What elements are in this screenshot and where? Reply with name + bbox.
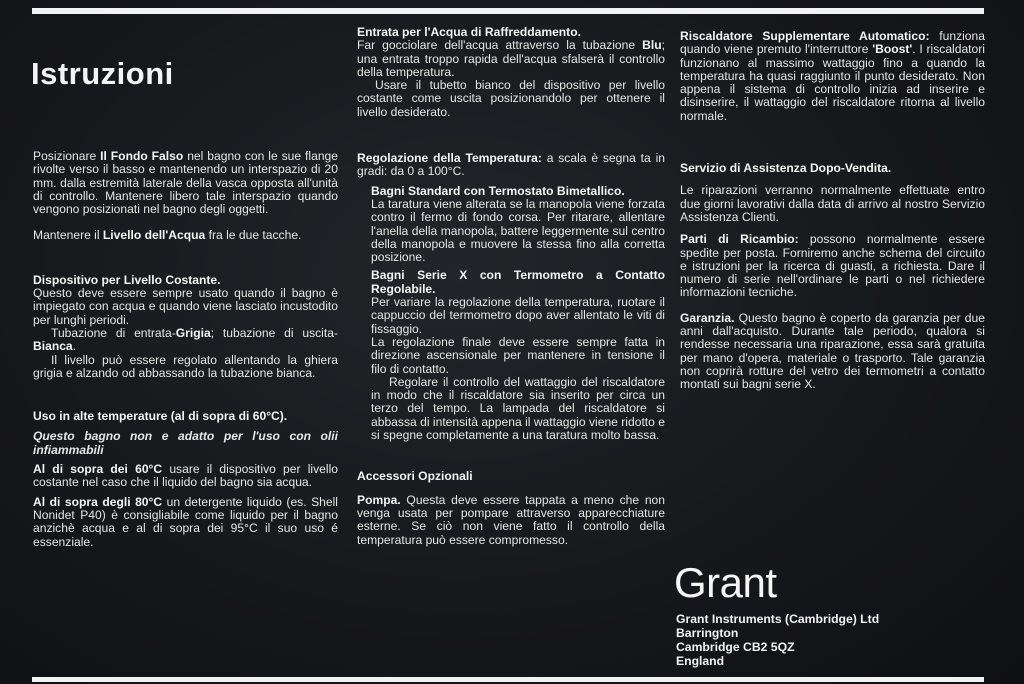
accessori-heading: Accessori Opzionali	[357, 469, 473, 484]
bagni-x-text-1: Per variare la regolazione della temperatura, ruotare il cappuccio del termometro dopo aver allentato le viti di fissaggio.	[371, 295, 665, 336]
uso-heading: Uso in alte temperature (al di sopra di 60°C).	[33, 409, 288, 424]
bagni-x-heading: Bagni Serie X con Termometro a Contatto Regolabile.	[371, 268, 665, 296]
address-line: Cambridge CB2 5QZ	[676, 640, 795, 654]
bottom-rule	[32, 677, 984, 682]
column-3	[680, 30, 985, 392]
fondo-falso-paragraph: Posizionare Il Fondo Falso nel bagno con le sue flange rivolte verso il basso e mantenendo un interspazio di 20 mm. dalla estremità laterale della vasca opposta all'unità di controllo. Mantenere libero tale interspazio quando vengono posizionati nel bagno degli oggetti.	[33, 149, 339, 217]
regolazione-paragraph: Regolazione della Temperatura: a scala è segna ta in gradi: da 0 a 100°C.	[357, 151, 666, 179]
dispositivo-heading: Dispositivo per Livello Costante.	[33, 272, 221, 287]
servizio-heading: Servizio di Assistenza Dopo-Vendita.	[680, 161, 892, 176]
bagni-standard-text: La taratura viene alterata se la manopola viene forzata contro il fermo di fondo corsa. Per ritarare, allentare l'anella della manopola, battere leggermente sul centro della manopola e muovere la stessa fino alla corretta posizione.	[371, 196, 665, 265]
column-2	[357, 26, 665, 547]
grant-logo: Grant	[674, 559, 777, 606]
bagni-standard-heading: Bagni Standard con Termostato Bimetallico.	[371, 183, 625, 198]
pompa-paragraph: Pompa. Questa deve essere tappata a meno che non venga usata per pompare attraverso apparecchiature esterne. Se ciò non viene fatto il controllo della temperatura può essere compromesso.	[357, 492, 665, 547]
parti-paragraph: Parti di Ricambio: possono normalmente essere spedite per posta. Forniremo anche schema del circuito e istruzioni per la ricerca di guasti, a richiesta. Dare il numero di serie nell'ordinare le parti o nel richiedere informazioni tecniche.	[680, 232, 985, 300]
sopra-60-paragraph: Al di sopra dei 60°C usare il dispositivo per livello costante nel caso che il liquido del bagno sia acqua.	[33, 462, 338, 490]
entrata-heading: Entrata per l'Acqua di Raffreddamento.	[357, 25, 581, 39]
company-address	[676, 612, 879, 668]
address-line: Barrington	[676, 626, 739, 640]
dispositivo-text: Questo deve essere sempre usato quando il bagno è impiegato con acqua e quando viene lasciato incustodito per lunghi periodi.	[33, 286, 338, 327]
livello-paragraph: Mantenere il Livello dell'Acqua fra le due tacche.	[33, 228, 302, 243]
tubazione-text: Tubazione di entrata-Grigia; tubazione di uscita-Bianca.	[33, 325, 338, 354]
riscaldatore-paragraph: Riscaldatore Supplementare Automatico: funziona quando viene premuto l'interruttore 'Boost'. I riscaldatori funzionano al massimo wattaggio fino a quando la temperatura ha quasi raggiunto il punto desiderato. Non appena il sistema di controllo inizia ad inserire e disinserire, il wattaggio del riscaldatore ritorna al livello normale.	[680, 29, 985, 123]
garanzia-paragraph: Garanzia. Questo bagno è coperto da garanzia per due anni dall'acquisto. Durante tale periodo, qualora si rendesse necessaria una riparazione, essa sarà gratuita per mano d'opera, materiale o trasporto. Tale garanzia non coprirà rotture del vetro dei termometri a contatto montati sui bagni serie X.	[680, 310, 985, 392]
page-title: Istruzioni	[31, 56, 174, 91]
servizio-text: Le riparazioni verranno normalmente effettuate entro due giorni lavorativi dalla data di arrivo al nostro Servizio Assistenza Clienti.	[680, 183, 985, 224]
sopra-80-paragraph: Al di sopra degli 80°C un detergente liquido (es. Shell Nonidet P40) è consigliabile come liquido per il bagno anzichè acqua e al di sopra dei 95°C il suo uso é essenziale.	[33, 494, 338, 549]
bagni-x-text-3: Regolare il controllo del wattaggio del riscaldatore in modo che il riscaldatore sia inserito per circa un terzo del tempo. La lampada del riscaldatore si abbassa di intensità appena il wattaggio viene ridotto e si spegne completamente a una taratura molto bassa.	[371, 374, 665, 443]
bagni-standard-section	[357, 185, 665, 443]
address-line: England	[676, 654, 725, 668]
bagni-x-text-2: La regolazione finale deve essere sempre fatta in direzione ascensionale per mantenere in tensione il filo di contatto.	[371, 334, 665, 376]
regolazione-livello-text: Il livello può essere regolato allentando la ghiera grigia e alzando od abbassando la tubazione bianca.	[33, 352, 338, 380]
address-line: Grant Instruments (Cambridge) Ltd	[676, 612, 880, 626]
entrata-text: Far gocciolare dell'acqua attraverso la tubazione Blu; una entrata troppo rapida dell'acqua sfalserà il controllo della temperatura.	[357, 38, 665, 79]
top-rule	[32, 8, 984, 14]
usare-text: Usare il tubetto bianco del dispositivo per livello costante come uscita posizionandolo per ottenere il livello desiderato.	[357, 78, 665, 119]
column-1	[33, 150, 338, 549]
uso-warning: Questo bagno non e adatto per l'uso con olii infiammabili	[33, 429, 338, 457]
